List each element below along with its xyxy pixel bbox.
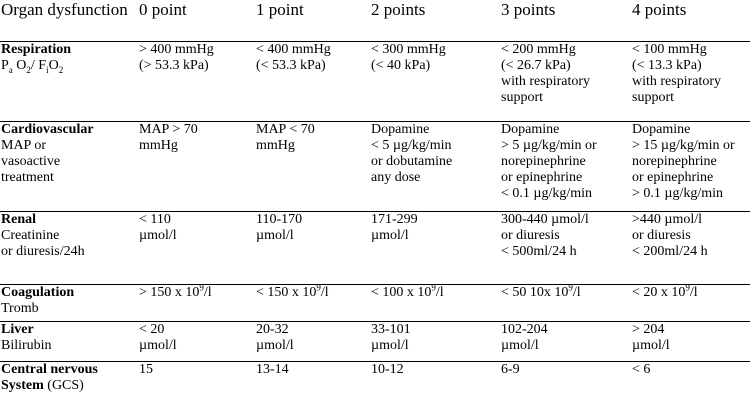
cell-line: or epinephrine xyxy=(501,169,583,185)
header-3-points: 3 points xyxy=(500,0,631,41)
organ-subtitle: MAP or xyxy=(1,137,46,153)
cell-line: < 100 mmHg xyxy=(632,41,707,57)
cell-line: < 110 xyxy=(139,211,171,227)
score-cell xyxy=(255,321,370,361)
cell-unit: /l xyxy=(320,284,329,300)
sub-slash-f: / F xyxy=(30,57,47,73)
cell-line: < 5 µg/kg/min xyxy=(371,137,452,153)
header-organ-text: Organ dysfunction xyxy=(1,0,128,19)
score-cell xyxy=(255,281,370,321)
cell-line: with respiratory xyxy=(632,73,722,89)
cell-line: µmol/l xyxy=(139,227,177,243)
cell-line: Dopamine xyxy=(501,121,560,137)
cell-line: (< 26.7 kPa) xyxy=(501,57,571,73)
organ-subtitle: Bilirubin xyxy=(1,337,52,353)
score-cell xyxy=(255,41,370,121)
organ-cell-renal xyxy=(0,211,138,284)
cell-line: MAP < 70 xyxy=(256,121,315,137)
score-cell xyxy=(138,211,255,284)
score-cell xyxy=(370,281,500,321)
organ-subtitle: treatment xyxy=(1,169,54,185)
sub-i: i xyxy=(46,64,49,75)
organ-name: Renal xyxy=(1,211,36,227)
score-cell xyxy=(370,361,500,406)
score-cell xyxy=(255,361,370,406)
score-cell xyxy=(631,211,750,284)
cell-text: < 150 x 10 xyxy=(256,284,317,300)
cell-line: 10-12 xyxy=(371,361,404,377)
cell-line: > 15 µg/kg/min or xyxy=(632,137,735,153)
cell-line: norepinephrine xyxy=(632,153,717,169)
cell-text: < 20 x 10 xyxy=(632,284,686,300)
cell-line: < 200 mmHg xyxy=(501,41,576,57)
organ-sub-inline: (GCS) xyxy=(43,377,84,393)
cell-unit: /l xyxy=(572,284,581,300)
table-row-coagulation xyxy=(0,284,750,321)
cell-line: < 500ml/24 h xyxy=(501,243,577,259)
cell-line: 102-204 xyxy=(501,321,548,337)
cell-line: µmol/l xyxy=(371,337,409,353)
cell-line: > 204 xyxy=(632,321,665,337)
score-cell xyxy=(370,121,500,211)
score-cell xyxy=(631,41,750,121)
cell-line: Dopamine xyxy=(632,121,691,137)
header-1-point: 1 point xyxy=(255,0,370,41)
cell-line: < 6 xyxy=(632,361,651,377)
organ-cell-respiration xyxy=(0,41,138,121)
organ-subtitle xyxy=(1,58,138,74)
score-cell xyxy=(138,121,255,211)
cell-line: < 0.1 µg/kg/min xyxy=(501,185,593,201)
cell-exponent: 9 xyxy=(685,281,690,292)
score-cell xyxy=(255,121,370,211)
cell-line: 171-299 xyxy=(371,211,418,227)
organ-cell-coagulation xyxy=(0,284,138,321)
cell-line: 110-170 xyxy=(256,211,303,227)
organ-cell-liver xyxy=(0,321,138,361)
cell-line: < 400 mmHg xyxy=(256,41,331,57)
organ-subtitle: or diuresis/24h xyxy=(1,243,85,259)
cell-text: < 100 x 10 xyxy=(371,284,432,300)
cell-line: norepinephrine xyxy=(501,153,586,169)
organ-name: Liver xyxy=(1,321,34,337)
organ-name-2: System xyxy=(1,377,44,393)
cell-line: < 200ml/24 h xyxy=(632,243,708,259)
cell-line: MAP > 70 xyxy=(139,121,198,137)
cell-line: 6-9 xyxy=(501,361,520,377)
sub-two2: 2 xyxy=(58,64,64,75)
cell-line: with respiratory xyxy=(501,73,591,89)
organ-name: Central nervous xyxy=(1,361,98,377)
cell-text: < 50 10x 10 xyxy=(501,284,569,300)
cell-line: < 300 mmHg xyxy=(371,41,446,57)
cell-line: or epinephrine xyxy=(632,169,714,185)
cell-line: any dose xyxy=(371,169,421,185)
organ-subtitle xyxy=(1,378,138,394)
cell-line: or diuresis xyxy=(632,227,691,243)
sub-o2: O xyxy=(48,57,59,73)
cell-line: > 5 µg/kg/min or xyxy=(501,137,597,153)
cell-exponent: 9 xyxy=(199,281,204,292)
organ-subtitle: Creatinine xyxy=(1,227,60,243)
table-row-cardiovascular xyxy=(0,121,750,211)
sub-two: 2 xyxy=(26,64,31,75)
cell-line: support xyxy=(501,89,543,105)
score-cell xyxy=(631,361,750,406)
score-cell xyxy=(500,121,631,211)
cell-line: support xyxy=(632,89,674,105)
cell-line: or diuresis xyxy=(501,227,560,243)
score-cell xyxy=(500,211,631,284)
organ-name: Cardiovascular xyxy=(1,121,94,137)
cell-line: (< 40 kPa) xyxy=(371,57,431,73)
score-cell xyxy=(255,211,370,284)
score-cell xyxy=(500,321,631,361)
header-row xyxy=(0,0,750,41)
cell-line: or dobutamine xyxy=(371,153,453,169)
score-cell xyxy=(138,281,255,321)
header-2-points: 2 points xyxy=(370,0,500,41)
score-cell xyxy=(370,321,500,361)
organ-subtitle: vasoactive xyxy=(1,153,61,169)
cell-text: > 150 x 10 xyxy=(139,284,200,300)
organ-name: Respiration xyxy=(1,41,71,57)
score-cell xyxy=(370,41,500,121)
organ-cell-cardiovascular xyxy=(0,121,138,211)
cell-line: 33-101 xyxy=(371,321,411,337)
cell-line: µmol/l xyxy=(256,337,294,353)
cell-unit: /l xyxy=(435,284,444,300)
table-row-respiration xyxy=(0,41,750,121)
score-cell xyxy=(370,211,500,284)
organ-cell-cns xyxy=(0,361,138,406)
cell-line: µmol/l xyxy=(139,337,177,353)
cell-line: (< 13.3 kPa) xyxy=(632,57,702,73)
header-0-point: 0 point xyxy=(138,0,255,41)
cell-line: > 0.1 µg/kg/min xyxy=(632,185,724,201)
cell-line: µmol/l xyxy=(501,337,539,353)
header-4-points: 4 points xyxy=(631,0,750,41)
sub-p: P xyxy=(1,57,9,73)
cell-line: mmHg xyxy=(139,137,178,153)
cell-line: > 400 mmHg xyxy=(139,41,214,57)
table-row-liver xyxy=(0,321,750,361)
table-row-renal xyxy=(0,211,750,284)
score-cell xyxy=(500,41,631,121)
cell-line: (> 53.3 kPa) xyxy=(139,57,209,73)
table-row-cns xyxy=(0,361,750,406)
cell-line: mmHg xyxy=(256,137,295,153)
score-cell xyxy=(631,321,750,361)
score-cell xyxy=(631,121,750,211)
score-cell xyxy=(500,361,631,406)
score-cell xyxy=(631,281,750,321)
score-cell xyxy=(500,281,631,321)
cell-line: µmol/l xyxy=(371,227,409,243)
organ-subtitle: Tromb xyxy=(1,300,39,316)
cell-line: 20-32 xyxy=(256,321,289,337)
cell-line: 300-440 µmol/l xyxy=(501,211,589,227)
cell-exponent: 9 xyxy=(568,281,573,292)
sub-a: a xyxy=(8,64,13,75)
cell-line: 15 xyxy=(139,361,153,377)
cell-line: < 20 xyxy=(139,321,165,337)
cell-line: Dopamine xyxy=(371,121,430,137)
cell-unit: /l xyxy=(203,284,212,300)
cell-line: µmol/l xyxy=(632,337,670,353)
cell-line: µmol/l xyxy=(256,227,294,243)
cell-line: (< 53.3 kPa) xyxy=(256,57,326,73)
cell-exponent: 9 xyxy=(431,281,436,292)
header-organ-dysfunction xyxy=(0,0,138,41)
cell-line: >440 µmol/l xyxy=(632,211,703,227)
score-cell xyxy=(138,41,255,121)
cell-unit: /l xyxy=(689,284,698,300)
organ-name: Coagulation xyxy=(1,284,75,300)
sub-o: O xyxy=(12,57,27,73)
score-cell xyxy=(138,361,255,406)
cell-exponent: 9 xyxy=(316,281,321,292)
cell-line: 13-14 xyxy=(256,361,289,377)
score-cell xyxy=(138,321,255,361)
